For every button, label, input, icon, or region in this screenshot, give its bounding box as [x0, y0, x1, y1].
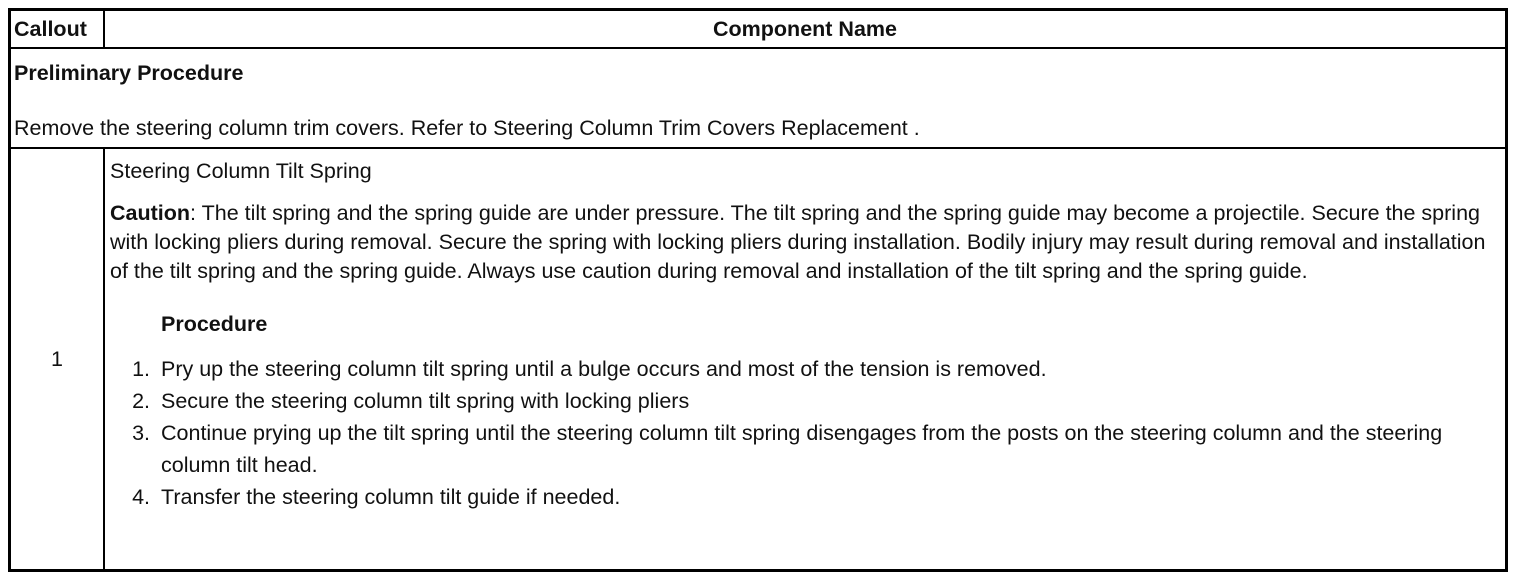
callout-number: 1 [11, 148, 104, 569]
step-number: 3. [132, 421, 150, 445]
procedure-table [11, 11, 1505, 569]
component-name-column-header: Component Name [104, 11, 1505, 48]
table-row [11, 148, 1505, 569]
list-item [110, 353, 1499, 385]
procedure-table-container [8, 8, 1508, 572]
list-item [110, 385, 1499, 417]
step-number: 1. [132, 357, 150, 381]
procedure-steps-list [110, 353, 1499, 513]
caution-label: Caution [110, 201, 191, 225]
list-item [110, 481, 1499, 513]
procedure-heading: Procedure [161, 312, 268, 336]
step-number: 2. [132, 389, 150, 413]
step-text: Secure the steering column tilt spring with locking pliers [161, 389, 690, 413]
caution-note [110, 199, 1499, 286]
preliminary-procedure-title: Preliminary Procedure [14, 61, 244, 85]
step-text: Transfer the steering column tilt guide if needed. [161, 485, 621, 509]
step-number: 4. [132, 485, 150, 509]
table-header-row [11, 11, 1505, 48]
preliminary-procedure-row [11, 48, 1505, 148]
callout-column-header: Callout [11, 11, 104, 48]
caution-text: The tilt spring and the spring guide are under pressure. The tilt spring and the spring guide may become a projectile. Secure the spring with locking pliers during removal. Secure the spring with locking pliers during installation. Bodily injury may result during removal and installation of the tilt spring and the spring guide. Always use caution during removal and installation of the tilt spring and the spring guide. [110, 201, 1486, 283]
step-text: Pry up the steering column tilt spring until a bulge occurs and most of the tension is removed. [161, 357, 1047, 381]
list-item [110, 417, 1499, 481]
step-text: Continue prying up the tilt spring until the steering column tilt spring disengages from the posts on the steering column and the steering column tilt head. [161, 421, 1443, 477]
component-name: Steering Column Tilt Spring [110, 159, 372, 183]
component-cell [104, 148, 1505, 569]
preliminary-procedure-cell [11, 48, 1505, 148]
preliminary-procedure-text: Remove the steering column trim covers. Refer to Steering Column Trim Covers Replacement . [14, 116, 920, 140]
caution-colon: : [190, 201, 197, 225]
